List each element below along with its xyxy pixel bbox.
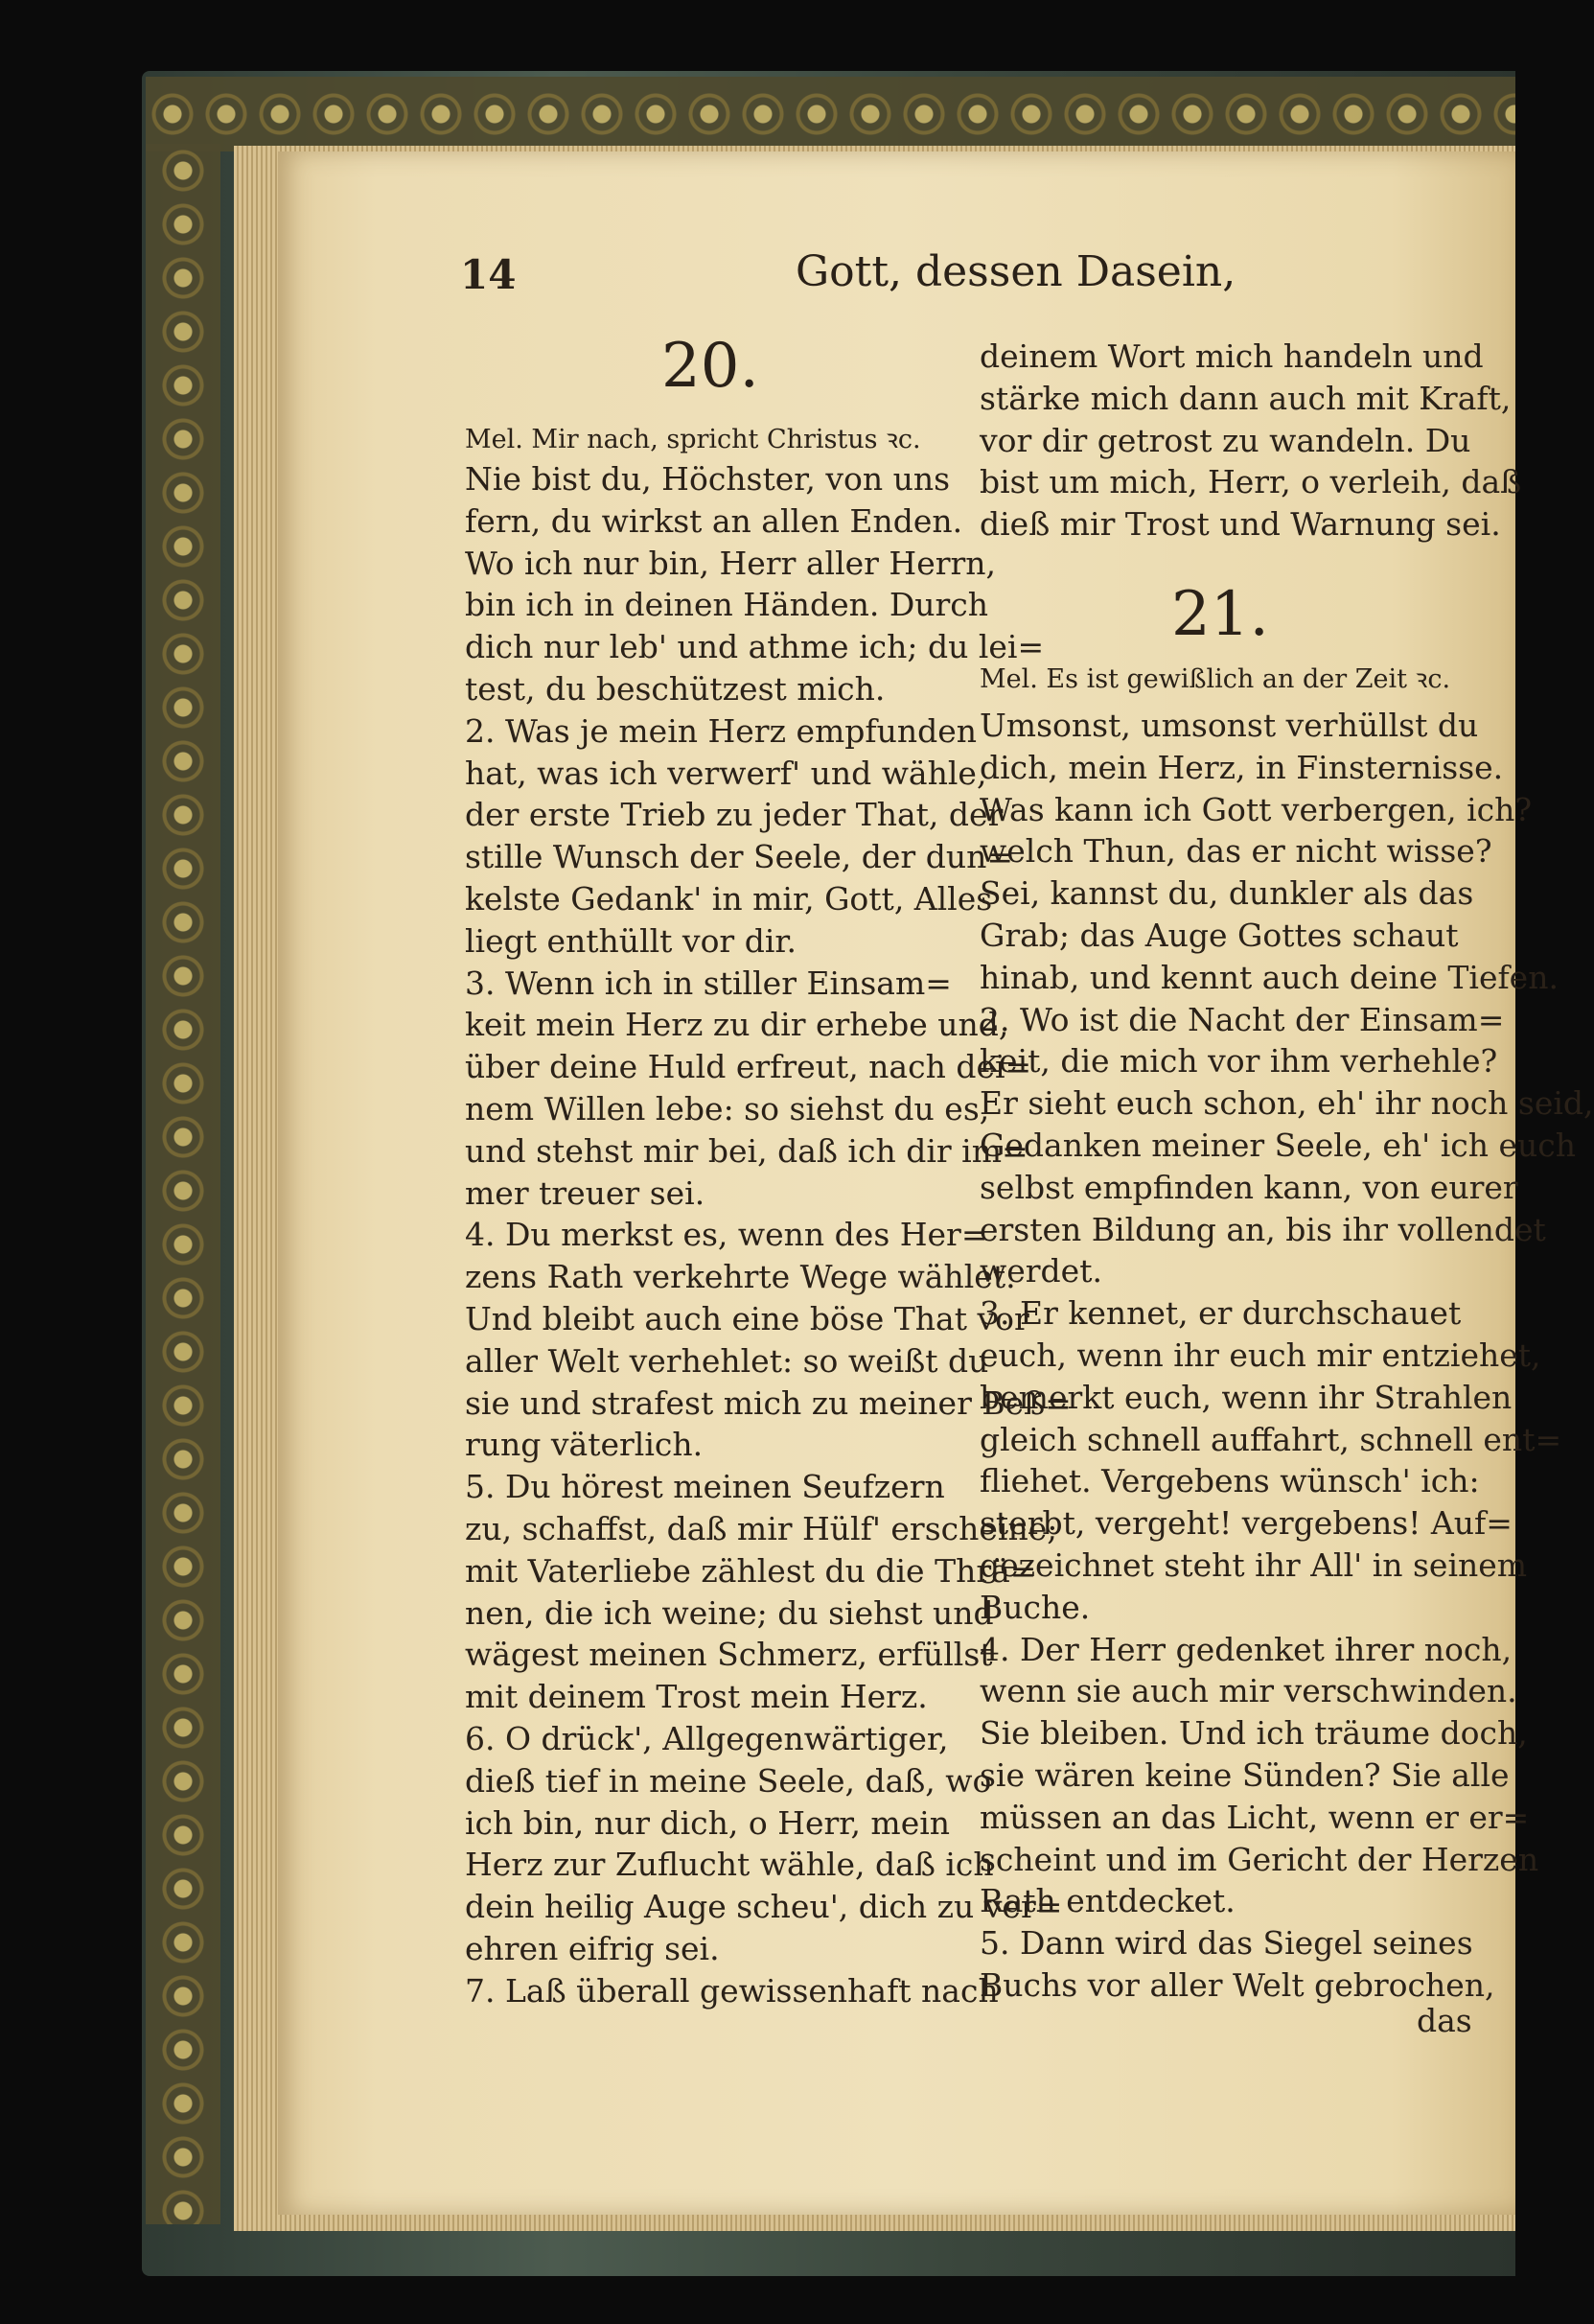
text-line: zens Rath verkehrte Wege wählet.	[465, 1258, 1016, 1296]
text-line: dich, mein Herz, in Finsternisse.	[980, 748, 1504, 786]
text-line: dieß mir Trost und Warnung sei.	[980, 505, 1501, 544]
text-line: müssen an das Licht, wenn er er=	[980, 1798, 1530, 1836]
cover-ornament-top	[146, 77, 1515, 151]
text-line: 7. Laß überall gewissenhaft nach	[465, 1971, 999, 2010]
text-line: mit deinem Trost mein Herz.	[465, 1678, 928, 1716]
text-line: 3. Wenn ich in stiller Einsam=	[465, 964, 952, 1002]
text-line: sie wären keine Sünden? Sie alle	[980, 1755, 1510, 1794]
text-line: wägest meinen Schmerz, erfüllst	[465, 1636, 993, 1674]
text-line: werdet.	[980, 1252, 1102, 1290]
text-line: über deine Huld erfreut, nach dei=	[465, 1048, 1032, 1086]
text-line: sie und strafest mich zu meiner Beß=	[465, 1383, 1072, 1422]
text-line: stille Wunsch der Seele, der dun=	[465, 838, 1013, 876]
text-line: Gedanken meiner Seele, eh' ich euch	[980, 1126, 1577, 1164]
right-column-top-text	[980, 336, 1522, 546]
melody-line-20: Mel. Mir nach, spricht Christus ꝛc.	[465, 425, 921, 454]
text-line: nem Willen lebe: so siehst du es,	[465, 1089, 990, 1127]
text-line: ich bin, nur dich, o Herr, mein	[465, 1803, 951, 1842]
text-line: Sie bleiben. Und ich träume doch,	[980, 1714, 1528, 1753]
text-line: 5. Dann wird das Siegel seines	[980, 1924, 1473, 1963]
text-line: Er sieht euch schon, eh' ihr noch seid,	[980, 1084, 1594, 1123]
text-line: test, du beschützest mich.	[465, 669, 886, 708]
text-line: dich nur leb' und athme ich; du lei=	[465, 628, 1045, 666]
text-line: Wo ich nur bin, Herr aller Herrn,	[465, 544, 997, 582]
text-line: ersten Bildung an, bis ihr vollendet	[980, 1210, 1546, 1248]
text-line: bemerkt euch, wenn ihr Strahlen	[980, 1378, 1513, 1416]
text-line: 2. Was je mein Herz empfunden	[465, 711, 978, 750]
text-line: 4. Der Herr gedenket ihrer noch,	[980, 1630, 1513, 1668]
text-line: aller Welt verhehlet: so weißt du	[465, 1341, 989, 1380]
text-line: rung väterlich.	[465, 1426, 704, 1464]
text-line: sterbt, vergeht! vergebens! Auf=	[980, 1504, 1513, 1543]
text-line: fern, du wirkst an allen Enden.	[465, 501, 963, 540]
text-line: deinem Wort mich handeln und	[980, 337, 1484, 375]
text-line: keit mein Herz zu dir erhebe und,	[465, 1006, 1009, 1044]
text-line: gezeichnet steht ihr All' in seinem	[980, 1545, 1528, 1584]
text-line: dieß tief in meine Seele, daß, wo	[465, 1761, 992, 1800]
text-line: Grab; das Auge Gottes schaut	[980, 916, 1459, 954]
text-line: 3. Er kennet, er durchschauet	[980, 1294, 1462, 1333]
text-line: mit Vaterliebe zählest du die Thrä=	[465, 1551, 1037, 1590]
text-line: Und bleibt auch eine böse That vor	[465, 1299, 1029, 1337]
text-line: selbst empfinden kann, von eurer	[980, 1168, 1518, 1206]
text-line: Sei, kannst du, dunkler als das	[980, 874, 1474, 913]
text-line: liegt enthüllt vor dir.	[465, 921, 797, 960]
text-line: wenn sie auch mir verschwinden.	[980, 1672, 1517, 1710]
text-line: 6. O drück', Allgegenwärtiger,	[465, 1719, 949, 1757]
text-line: nen, die ich weine; du siehst und	[465, 1593, 994, 1632]
text-line: hat, was ich verwerf' und wähle,	[465, 754, 987, 792]
text-line: kelste Gedank' in mir, Gott, Alles	[465, 879, 993, 918]
text-line: 4. Du merkst es, wenn des Her=	[465, 1216, 988, 1254]
text-line: bist um mich, Herr, o verleih, daß	[980, 463, 1522, 501]
right-column-text	[980, 705, 1594, 2007]
text-line: scheint und im Gericht der Herzen	[980, 1840, 1539, 1878]
text-line: der erste Trieb zu jeder That, der	[465, 796, 1004, 834]
text-line: Herz zur Zuflucht wähle, daß ich	[465, 1846, 994, 1884]
text-line: Was kann ich Gott verbergen, ich?	[980, 790, 1533, 828]
text-line: 2. Wo ist die Nacht der Einsam=	[980, 1000, 1505, 1038]
text-line: gleich schnell auffahrt, schnell ent=	[980, 1420, 1562, 1458]
text-line: Umsonst, umsonst verhüllst du	[980, 707, 1479, 744]
text-line: mer treuer sei.	[465, 1174, 705, 1212]
text-line: Buche.	[980, 1588, 1091, 1626]
text-line: stärke mich dann auch mit Kraft,	[980, 379, 1512, 417]
melody-line-21: Mel. Es ist gewißlich an der Zeit ꝛc.	[980, 664, 1451, 694]
cover-ornament-left	[146, 144, 220, 2224]
hymn-number-21: 21.	[1171, 579, 1269, 650]
text-line: ehren eifrig sei.	[465, 1929, 720, 1967]
text-line: Rath entdecket.	[980, 1882, 1236, 1920]
text-line: euch, wenn ihr euch mir entziehet,	[980, 1336, 1541, 1374]
text-line: und stehst mir bei, daß ich dir im=	[465, 1131, 1028, 1170]
text-line: bin ich in deinen Händen. Durch	[465, 586, 989, 624]
page-number: 14	[460, 251, 517, 298]
text-line: hinab, und kennt auch deine Tiefen.	[980, 958, 1559, 996]
text-line: keit, die mich vor ihm verhehle?	[980, 1042, 1498, 1081]
text-line: vor dir getrost zu wandeln. Du	[980, 421, 1471, 459]
text-line: 5. Du hörest meinen Seufzern	[465, 1468, 945, 1506]
text-line: Buchs vor aller Welt gebrochen,	[980, 1965, 1495, 2004]
text-line: dein heilig Auge scheu', dich zu ver=	[465, 1888, 1063, 1926]
running-title: Gott, dessen Dasein,	[796, 247, 1236, 296]
text-line: welch Thun, das er nicht wisse?	[980, 832, 1492, 871]
hymn-number-20: 20.	[661, 331, 759, 402]
text-line: zu, schaffst, daß mir Hülf' erscheine;	[465, 1509, 1058, 1547]
catchword: das	[1417, 2002, 1472, 2039]
text-line: fliehet. Vergebens wünsch' ich:	[980, 1462, 1480, 1500]
text-line: Nie bist du, Höchster, von uns	[465, 460, 951, 498]
